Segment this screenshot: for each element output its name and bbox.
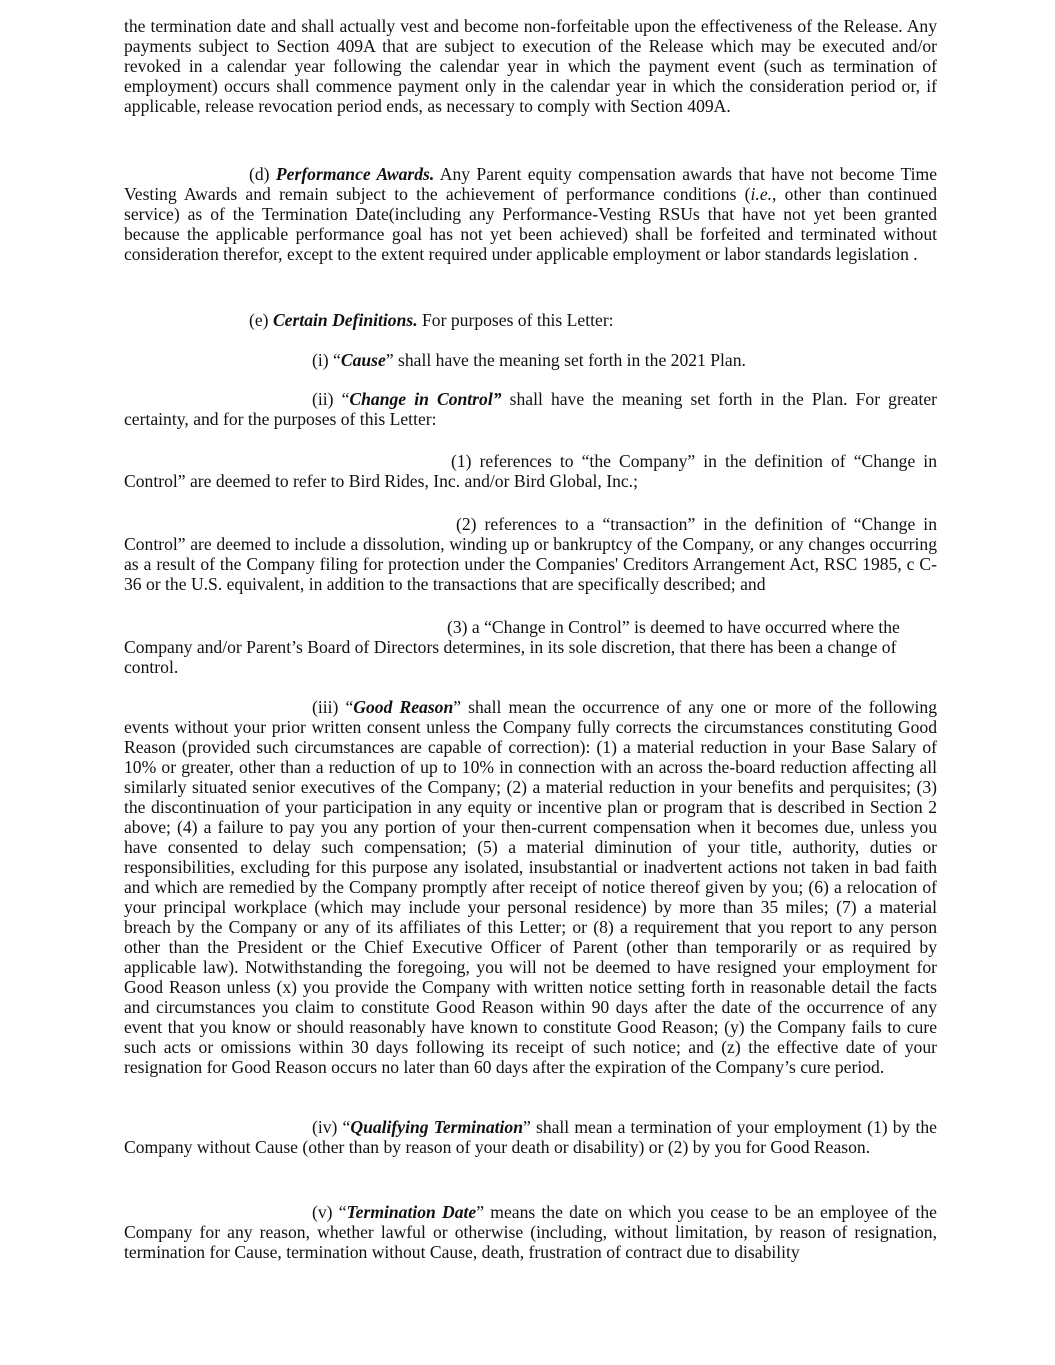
defined-term: Performance Awards. [275,164,435,184]
paragraph-text: Any Parent equity compensation awards that have not become Time Vesting Awards and remain subject to the achievement of performance conditions ( [124,164,938,204]
paragraph-text: For purposes of this Letter: [417,310,614,330]
change-in-control-item-2 [124,514,937,594]
defined-term: Qualifying Termination [350,1117,524,1137]
definition-prefix: (ii) “ [312,389,350,409]
definition-prefix: (i) “ [312,350,341,370]
paragraph-release-409a [124,16,937,116]
defined-term: Good Reason [353,697,454,717]
paragraph-text: ” shall mean the occurrence of any one or more of the following events without your prior written consent unless the Company fully corrects the circumstances constituting Good Reason (provided such circumstances are capable of correction): (1) a material reduction in your Base Salary of 10% or greater, other than a reduction of up to 10% in connection with an across the-board reduction affecting all similarly situated senior executives of the Company; (2) a material reduction in your benefits and perquisites; (3) the discontinuation of your participation in any equity or incentive plan or program that is described in Section 2 above; (4) a failure to pay you any portion of your then-current compensation when it becomes due, unless you have consented to delay such compensation; (5) a material diminution of your title, authority, duties or responsibilities, excluding for this purpose any isolated, insubstantial or inadvertent actions not taken in bad faith and which are remedied by the Company promptly after receipt of notice thereof given by you; (6) a relocation of your principal workplace (which may include your personal residence) by more than 35 miles; (7) a material breach by the Company or any of its affiliates of this Letter; or (8) a requirement that you report to any person other than the President or the Chief Executive Officer of Parent (other than temporarily or as required by applicable law). Notwithstanding the foregoing, you will not be deemed to have resigned your employment for Good Reason unless (x) you provide the Company with written notice setting forth in reasonable detail the facts and circumstances you claim to constitute Good Reason within 90 days after the date of the occurrence of any event that you know or should reasonably have known to constitute Good Reason; (y) the Company fails to cure such acts or omissions within 30 days following its receipt of such notice; and (z) the effective date of your resignation for Good Reason occurs no later than 60 days after the expiration of the Company’s cure period. [124,697,938,1077]
defined-term: Cause [340,350,386,370]
paragraph-text: (1) references to “the Company” in the definition of “Change in Control” are deemed to refer to Bird Rides, Inc. and/or Bird Global, Inc.; [124,451,937,491]
italic-abbreviation: i.e. [750,184,773,204]
change-in-control-item-3 [124,617,937,677]
paragraph-text: the termination date and shall actually vest and become non-forfeitable upon the effectiveness of the Release. Any payments subject to Section 409A that are subject to execution of the Release which may be executed and/or revoked in a calendar year following the calendar year in which the payment event (such as termination of employment) occurs shall commence payment only in the calendar year in which the consideration period or, if applicable, release revocation period ends, as necessary to comply with Section 409A. [124,16,937,116]
change-in-control-item-1 [124,451,937,491]
paragraph-text: ” means the date on which you cease to be an employee of the Company for any reason, whether lawful or otherwise (including, without limitation, by reason of resignation, termination for Cause, termination without Cause, death, frustration of contract due to disability [124,1202,937,1262]
paragraph-text: shall have the meaning set forth in the Plan. For greater certainty, and for the purposes of this Letter: [124,389,937,429]
definition-prefix: (iii) “ [312,697,354,717]
paragraph-e-certain-definitions [124,310,937,330]
definition-cause [124,350,937,370]
paragraph-d-performance-awards [124,164,937,264]
definition-good-reason [124,697,937,1077]
paragraph-text: (3) a “Change in Control” is deemed to have occurred where the Company and/or Parent’s Board of Directors determines, in its sole discretion, that there has been a change of control. [124,617,900,677]
paragraph-text: , other than continued service) as of the Termination Date(including any Performance-Vesting RSUs that have not yet been granted because the applicable performance goal has not yet been achieved) shall be forfeited and terminated without consideration therefor, except to the extent required under applicable employment or labor standards legislation . [124,184,937,264]
paragraph-text: ” shall mean a termination of your employment (1) by the Company without Cause (other than by reason of your death or disability) or (2) by you for Good Reason. [124,1117,937,1157]
section-marker: (e) [249,310,273,330]
defined-term: Certain Definitions. [272,310,418,330]
paragraph-text: ” shall have the meaning set forth in the 2021 Plan. [385,350,746,370]
paragraph-text: (2) references to a “transaction” in the definition of “Change in Control” are deemed to include a dissolution, winding up or bankruptcy of the Company, or any changes occurring as a result of the Company filing for protection under the Companies' Creditors Arrangement Act, RSC 1985, c C-36 or the U.S. equivalent, in addition to the transactions that are specifically described; and [124,514,937,594]
defined-term: Termination Date [346,1202,477,1222]
definition-termination-date [124,1202,937,1262]
definition-change-in-control [124,389,937,429]
definition-qualifying-termination [124,1117,937,1157]
section-marker: (d) [249,164,276,184]
defined-term: Change in Control” [349,389,502,409]
definition-prefix: (iv) “ [312,1117,351,1137]
definition-prefix: (v) “ [312,1202,347,1222]
